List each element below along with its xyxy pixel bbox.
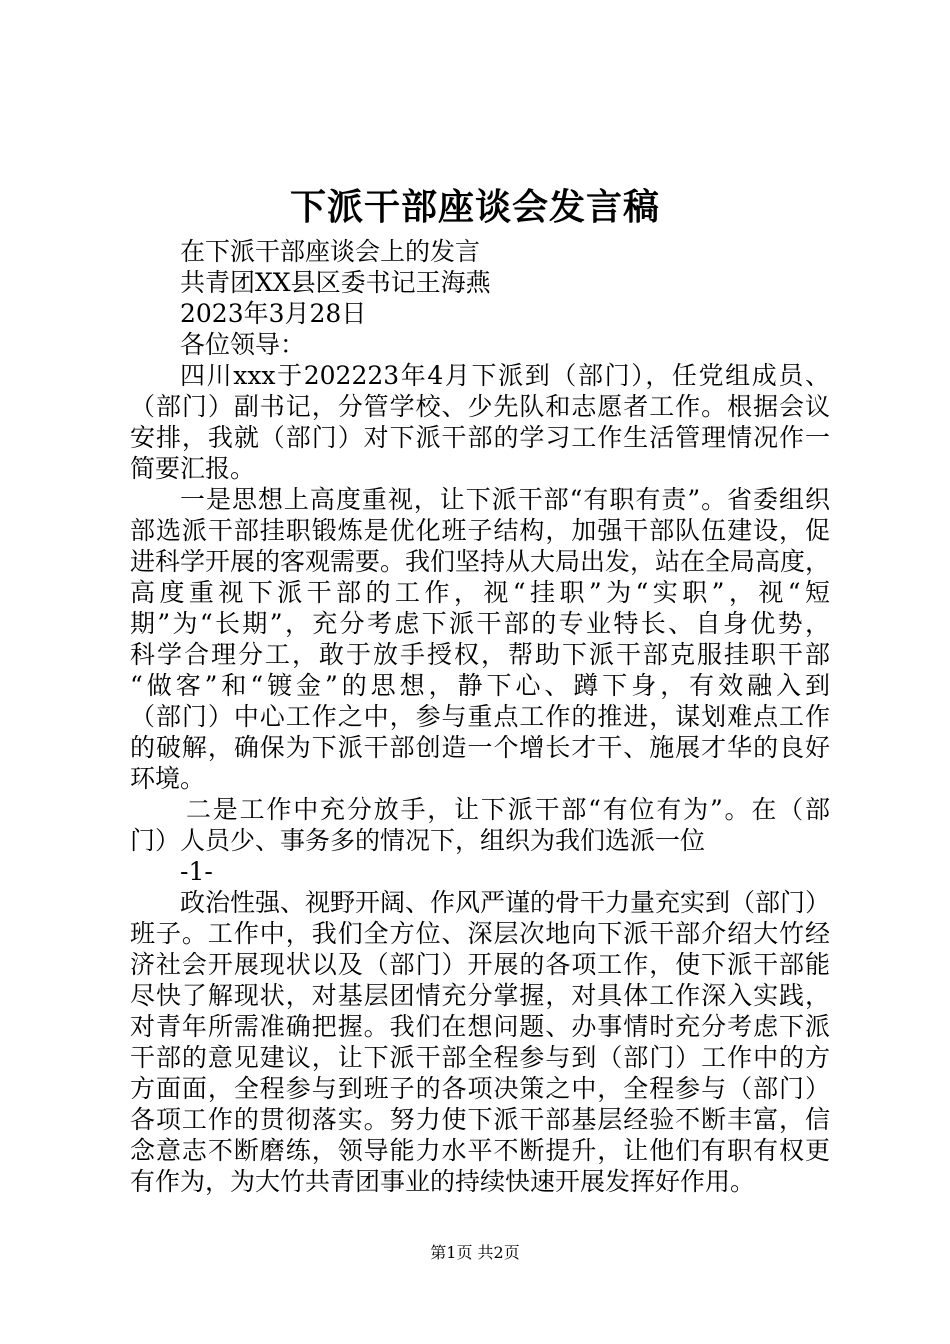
speaker-line: 共青团XX县区委书记王海燕 xyxy=(180,268,491,297)
text-line: “做客”和“镀金”的思想，静下心、蹲下身，有效融入到 xyxy=(130,671,830,700)
text-line: 部选派干部挂职锻炼是优化班子结构，加强干部队伍建设，促 xyxy=(130,516,830,545)
text-line: 高度重视下派干部的工作，视“挂职”为“实职”，视“短 xyxy=(130,578,830,607)
paragraph-point-two xyxy=(130,794,830,856)
text-line: 干部的意见建议，让下派干部全程参与到（部门）工作中的方 xyxy=(130,1043,830,1072)
page-marker: -1- xyxy=(180,857,213,886)
text-line: 方面面，全程参与到班子的各项决策之中，全程参与（部门） xyxy=(130,1074,830,1103)
text-line: 进科学开展的客观需要。我们坚持从大局出发，站在全局高度， xyxy=(130,547,831,576)
document-body xyxy=(130,236,830,1197)
date-line: 2023年3月28日 xyxy=(180,299,367,328)
text-line: 门）人员少、事务多的情况下，组织为我们选派一位 xyxy=(130,826,706,855)
speech-heading: 在下派干部座谈会上的发言 xyxy=(180,237,481,266)
text-line: 有作为，为大竹共青团事业的持续快速开展发挥好作用。 xyxy=(130,1167,756,1196)
text-line: 科学合理分工，敢于放手授权，帮助下派干部克服挂职干部 xyxy=(130,640,830,669)
text-line: 的破解，确保为下派干部创造一个增长才干、施展才华的良好 xyxy=(130,733,830,762)
text-line: 念意志不断磨练，领导能力水平不断提升，让他们有职有权更 xyxy=(130,1136,830,1165)
text-line: 安排，我就（部门）对下派干部的学习工作生活管理情况作一 xyxy=(130,423,830,452)
text-line: 期”为“长期”，充分考虑下派干部的专业特长、自身优势， xyxy=(130,609,830,638)
text-line: 环境。 xyxy=(130,764,206,793)
text-line: 济社会开展现状以及（部门）开展的各项工作，使下派干部能 xyxy=(130,950,830,979)
text-line: （部门）副书记，分管学校、少先队和志愿者工作。根据会议 xyxy=(130,392,830,421)
text-line: 各项工作的贯彻落实。努力使下派干部基层经验不断丰富，信 xyxy=(130,1105,830,1134)
text-line: 一是思想上高度重视，让下派干部“有职有责”。省委组织 xyxy=(180,485,830,514)
text-line: 简要汇报。 xyxy=(130,454,256,483)
salutation: 各位领导： xyxy=(180,330,306,359)
paragraph-intro xyxy=(130,360,830,484)
text-line: 班子。工作中，我们全方位、深层次地向下派干部介绍大竹经 xyxy=(130,919,830,948)
page-footer: 第1页 共2页 xyxy=(430,1243,520,1262)
paragraph-continued xyxy=(130,887,830,1197)
text-line: （部门）中心工作之中，参与重点工作的推进，谋划难点工作 xyxy=(130,702,830,731)
text-line: 尽快了解现状，对基层团情充分掌握，对具体工作深入实践， xyxy=(130,981,830,1010)
text-line: 二是工作中充分放手，让下派干部“有位有为”。在（部 xyxy=(186,795,830,824)
paragraph-point-one xyxy=(130,484,830,794)
document-title: 下派干部座谈会发言稿 xyxy=(289,186,660,228)
text-line: 四川xxx于202223年4月下派到（部门），任党组成员、 xyxy=(180,361,830,390)
text-line: 政治性强、视野开阔、作风严谨的骨干力量充实到（部门） xyxy=(180,888,831,917)
text-line: 对青年所需准确把握。我们在想问题、办事情时充分考虑下派 xyxy=(130,1012,830,1041)
